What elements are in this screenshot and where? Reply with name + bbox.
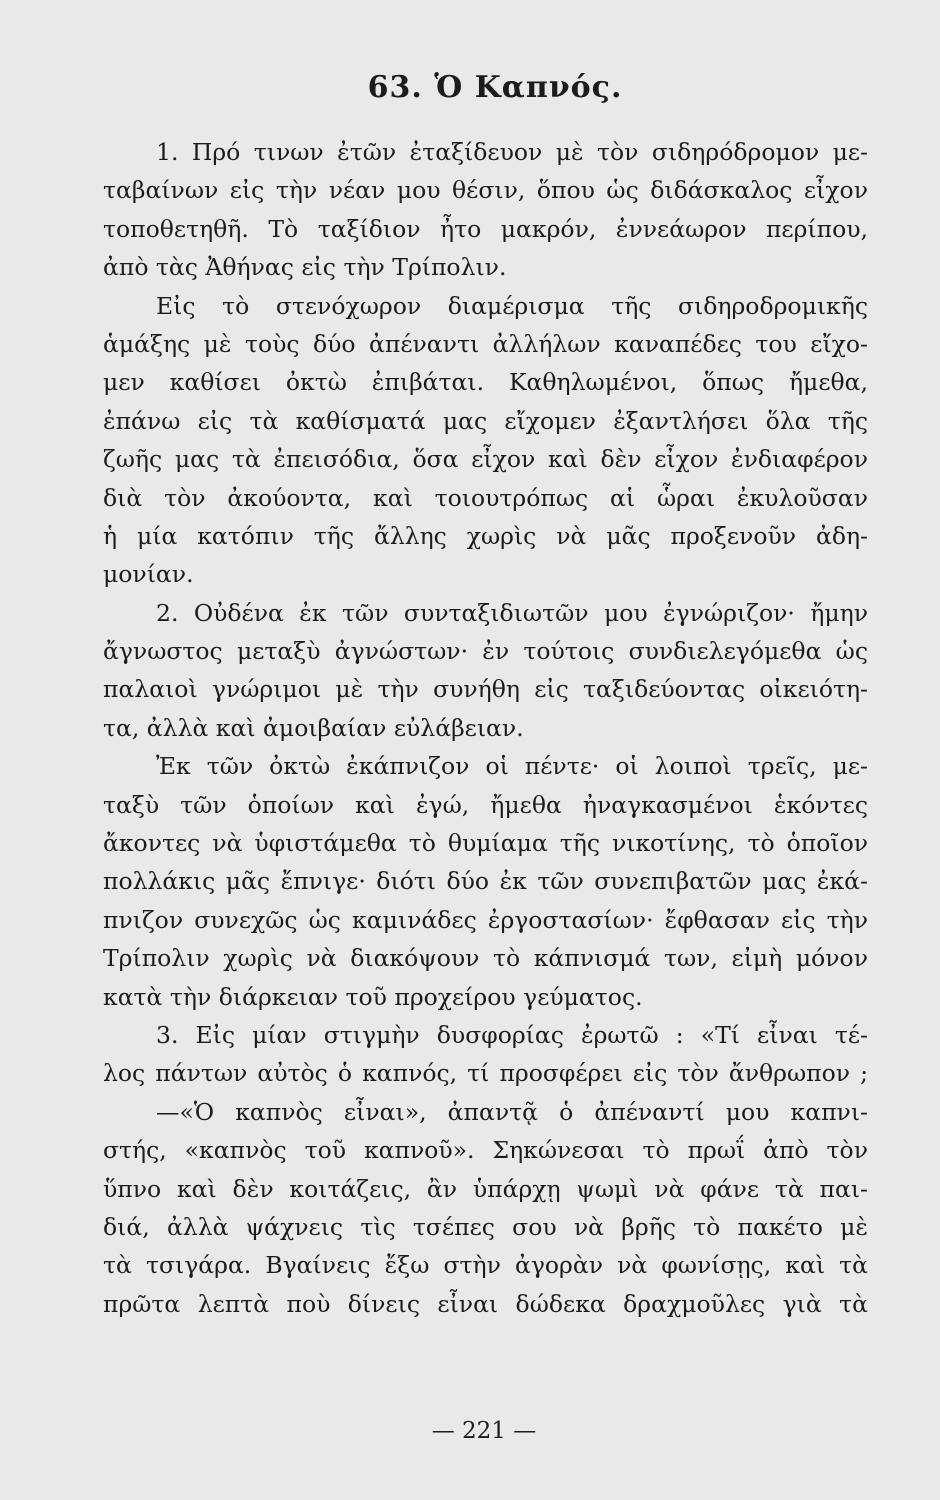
text-line: Εἰς τὸ στενόχωρον διαμέρισμα τῆς σιδηροδρομικῆς <box>156 291 868 320</box>
text-line: στής, «καπνὸς τοῦ καπνοῦ». Σηκώνεσαι τὸ πρωΐ ἀπὸ τὸν <box>103 1136 868 1165</box>
text-line: ζωῆς μας τὰ ἐπεισόδια, ὅσα εἶχον καὶ δὲν εἶχον ἐνδιαφέρον <box>103 445 868 474</box>
page-number: — 221 — <box>431 1418 537 1444</box>
text-line: ταξὺ τῶν ὁποίων καὶ ἐγώ, ἤμεθα ἠναγκασμένοι ἑκόντες <box>103 790 868 819</box>
text-line: τα, ἀλλὰ καὶ ἀμοιβαίαν εὐλάβειαν. <box>103 713 524 742</box>
text-line: πνιζον συνεχῶς ὡς καμινάδες ἐργοστασίων· ἔφθασαν εἰς τὴν <box>103 905 868 934</box>
text-line: διά, ἀλλὰ ψάχνεις τὶς τσέπες σου νὰ βρῆς τὸ πακέτο μὲ <box>103 1212 868 1241</box>
text-line: —«Ὁ καπνὸς εἶναι», ἀπαντᾷ ὁ ἀπέναντί μου καπνι- <box>156 1097 868 1126</box>
text-line: ταβαίνων εἰς τὴν νέαν μου θέσιν, ὅπου ὡς διδάσκαλος εἶχον <box>103 176 868 205</box>
text-line: κατὰ τὴν διάρκειαν τοῦ προχείρου γεύματος. <box>103 982 643 1011</box>
text-line: ἀπὸ τὰς Ἀθήνας εἰς τὴν Τρίπολιν. <box>103 253 507 282</box>
text-line: μονίαν. <box>103 560 194 589</box>
text-line: παλαιοὶ γνώριμοι μὲ τὴν συνήθη εἰς ταξιδεύοντας οἰκειότη- <box>103 675 868 704</box>
text-line: ἄκοντες νὰ ὑφιστάμεθα τὸ θυμίαμα τῆς νικοτίνης, τὸ ὁποῖον <box>103 829 868 858</box>
text-line: τοποθετηθῆ. Τὸ ταξίδιον ἦτο μακρόν, ἐννεάωρον περίπου, <box>103 214 868 243</box>
text-line: πρῶτα λεπτὰ ποὺ δίνεις εἶναι δώδεκα δραχμοῦλες γιὰ τὰ <box>103 1289 868 1318</box>
chapter-title: 63. Ὁ Καπνός. <box>367 70 623 105</box>
text-line: πολλάκις μᾶς ἔπνιγε· διότι δύο ἐκ τῶν συνεπιβατῶν μας ἐκά- <box>103 867 868 896</box>
text-line: Τρίπολιν χωρὶς νὰ διακόψουν τὸ κάπνισμά των, εἰμὴ μόνον <box>103 944 868 973</box>
text-line: τὰ τσιγάρα. Βγαίνεις ἔξω στὴν ἀγορὰν νὰ φωνίσῃς, καὶ τὰ <box>103 1251 868 1280</box>
text-line: ἄγνωστος μεταξὺ ἀγνώστων· ἐν τούτοις συνδιελεγόμεθα ὡς <box>103 637 868 666</box>
text-line: ἐπάνω εἰς τὰ καθίσματά μας εἴχομεν ἐξαντλήσει ὅλα τῆς <box>103 406 868 435</box>
text-line: ἁμάξης μὲ τοὺς δύο ἀπέναντι ἀλλήλων καναπέδες του εἴχο- <box>103 329 868 358</box>
text-line: ὕπνο καὶ δὲν κοιτάζεις, ἂν ὑπάρχῃ ψωμὶ νὰ φάνε τὰ παι- <box>103 1174 868 1203</box>
text-line: λος πάντων αὐτὸς ὁ καπνός, τί προσφέρει εἰς τὸν ἄνθρωπον ; <box>103 1059 868 1088</box>
text-line: 3. Εἰς μίαν στιγμὴν δυσφορίας ἐρωτῶ : «Τί εἶναι τέ- <box>156 1020 868 1049</box>
text-line: μεν καθίσει ὀκτὼ ἐπιβάται. Καθηλωμένοι, ὅπως ἤμεθα, <box>103 368 868 397</box>
text-line: διὰ τὸν ἀκούοντα, καὶ τοιουτρόπως αἱ ὧραι ἐκυλοῦσαν <box>103 483 868 512</box>
text-line: Ἐκ τῶν ὀκτὼ ἐκάπνιζον οἱ πέντε· οἱ λοιποὶ τρεῖς, με- <box>156 752 868 781</box>
text-line: 1. Πρό τινων ἐτῶν ἐταξίδευον μὲ τὸν σιδηρόδρομον με- <box>156 138 868 166</box>
text-line: 2. Οὐδένα ἐκ τῶν συνταξιδιωτῶν μου ἐγνώριζον· ἤμην <box>156 598 868 627</box>
body-text <box>103 133 868 1323</box>
text-line: ἡ μία κατόπιν τῆς ἄλλης χωρὶς νὰ μᾶς προξενοῦν ἀδη- <box>103 521 868 550</box>
